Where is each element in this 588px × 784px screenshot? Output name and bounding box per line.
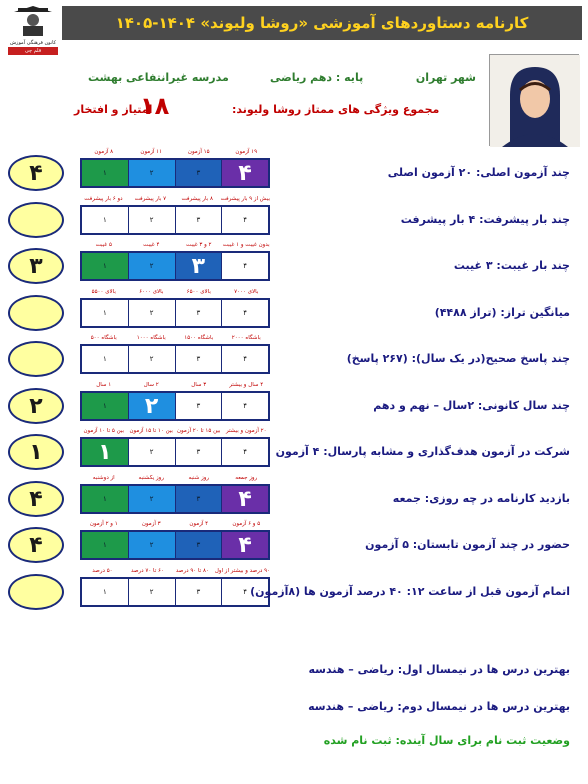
level-cell: ۱ — [82, 160, 128, 186]
level-cell: ۱ — [102, 355, 107, 363]
logo-text: کانون فرهنگی آموزش — [9, 40, 57, 46]
level-cell: ۱ — [82, 439, 128, 465]
level-cell: ۴ — [221, 579, 268, 605]
level-cell: ۴ — [221, 300, 268, 326]
row-score-circle — [8, 295, 64, 331]
row-question: اتمام آزمون قبل از ساعت ۱۲: ۴۰ درصد آزمون ها (۸آزمون) — [250, 585, 570, 598]
level-cell: ۲ — [128, 346, 175, 372]
level-label: ۸ آزمون — [94, 149, 114, 155]
row-labels — [80, 195, 270, 204]
city-label: شهر تهران — [415, 71, 476, 84]
level-label: ۴ غیبت — [143, 242, 160, 248]
level-label: ۷ بار پیشرفت — [134, 196, 167, 202]
level-cell: ۲ — [128, 160, 175, 186]
level-label: باشگاه ۱۰۰۰ — [136, 335, 166, 341]
level-label: ۸۰ تا ۹۰ درصد — [175, 568, 209, 574]
row-score-circle: ۳ — [8, 248, 64, 284]
level-cell: ۱ — [82, 486, 128, 512]
level-label: بین ۱۰ تا ۱۵ آزمون — [129, 428, 173, 434]
row-labels — [80, 567, 270, 576]
level-cell: ۳ — [175, 207, 222, 233]
level-label: ۴ سال و بیشتر — [229, 382, 264, 388]
level-cell: ۲ — [128, 579, 175, 605]
level-label: باشگاه ۱۵۰۰ — [184, 335, 214, 341]
level-boxes — [80, 158, 270, 188]
row-labels — [80, 334, 270, 343]
level-cell: ۴ — [221, 160, 268, 186]
level-boxes — [80, 251, 270, 281]
level-label: ۸ بار پیشرفت — [181, 196, 213, 202]
level-label: ۱ سال — [96, 382, 112, 388]
level-label: ۶۰ تا ۷۰ درصد — [130, 568, 164, 574]
level-cell: ۴ — [221, 486, 268, 512]
row-labels — [80, 381, 270, 390]
score-label: امتیاز و افتخار — [74, 103, 153, 116]
level-cell: ۱ — [102, 309, 107, 317]
level-cell: ۳ — [175, 579, 222, 605]
level-cell: ۲ — [128, 253, 175, 279]
level-boxes — [80, 205, 270, 235]
level-cell: ۳ — [175, 486, 222, 512]
level-cell: ۴ — [221, 532, 268, 558]
level-label: بالای ۷۰۰۰ — [234, 289, 259, 295]
level-boxes — [80, 484, 270, 514]
level-label: ۱۱ آزمون — [140, 149, 163, 155]
level-cell: ۴ — [221, 393, 268, 419]
level-cell: ۲ — [128, 207, 175, 233]
level-cell: ۱ — [102, 588, 107, 596]
level-cell: ۱ — [82, 393, 128, 419]
row-score-circle: ۴ — [8, 481, 64, 517]
registration-status: وضعیت ثبت نام برای سال آینده: ثبت نام شده — [323, 734, 570, 747]
level-label: بدون غیبت و ۱ غیبت — [222, 242, 270, 248]
best-lessons-first: بهترین درس ها در نیمسال اول: ریاضی – هندسه — [308, 663, 570, 676]
level-label: ۱۵ آزمون — [187, 149, 210, 155]
level-cell: ۴ — [221, 253, 268, 279]
level-cell: ۴ — [221, 207, 268, 233]
level-label: ۲ و ۳ غیبت — [186, 242, 212, 248]
level-label: روز شنبه — [188, 475, 210, 481]
level-label: بین ۵ تا ۱۰ آزمون — [83, 428, 124, 434]
row-score-circle — [8, 202, 64, 238]
level-label: دو ۶ بار پیشرفت — [84, 196, 123, 202]
graduate-icon — [8, 4, 58, 36]
best-lessons-second: بهترین درس ها در نیمسال دوم: ریاضی – هندسه — [308, 700, 570, 713]
row-question: چند پاسخ صحیح(در یک سال): (۲۶۷ پاسخ) — [346, 352, 570, 365]
level-cell: ۲ — [128, 393, 175, 419]
level-cell: ۴ — [221, 439, 268, 465]
level-boxes — [80, 391, 270, 421]
level-label: روز یکشنبه — [138, 475, 164, 481]
row-question: چند بار پیشرفت: ۴ بار پیشرفت — [400, 213, 570, 226]
level-cell: ۲ — [128, 439, 175, 465]
level-label: ۲ سال — [143, 382, 159, 388]
row-question: چند بار غیبت: ۳ غیبت — [453, 259, 570, 272]
row-labels — [80, 520, 270, 529]
row-question: چند سال کانونی: ۲سال – نهم و دهم — [373, 399, 570, 412]
level-label: ۲۰ آزمون و بیشتر — [225, 428, 267, 434]
row-labels — [80, 474, 270, 483]
level-label: ۴ آزمون — [189, 521, 209, 527]
level-boxes — [80, 344, 270, 374]
page-title: کارنامه دستاوردهای آموزشی «روشا ولیوند» ۱۴۰۴-۱۴۰۵ — [115, 14, 529, 32]
row-score-circle — [8, 574, 64, 610]
row-score-circle: ۴ — [8, 155, 64, 191]
level-cell: ۳ — [175, 439, 222, 465]
level-cell: ۱ — [82, 532, 128, 558]
row-score-circle: ۱ — [8, 434, 64, 470]
row-labels — [80, 288, 270, 297]
level-cell: ۳ — [175, 393, 222, 419]
row-question: چند آزمون اصلی: ۲۰ آزمون اصلی — [387, 166, 570, 179]
level-boxes — [80, 298, 270, 328]
grade-label: پایه : دهم ریاضی — [270, 71, 364, 84]
logo-badge: قلم چی — [8, 47, 58, 55]
level-cell: ۲ — [128, 532, 175, 558]
level-label: بین ۱۵ تا ۲۰ آزمون — [177, 428, 221, 434]
level-cell: ۳ — [175, 300, 222, 326]
level-label: ۵ غیبت — [95, 242, 112, 248]
level-label: باشگاه ۵۰۰ — [90, 335, 117, 341]
level-cell: ۲ — [128, 300, 175, 326]
level-boxes — [80, 530, 270, 560]
level-label: ۳ سال — [191, 382, 207, 388]
school-label: مدرسه غیرانتفاعی بهشت — [88, 71, 229, 84]
level-label: ۱۹ آزمون — [235, 149, 258, 155]
level-boxes — [80, 577, 270, 607]
row-question: میانگین تراز: (تراز ۴۴۸۸) — [434, 306, 570, 319]
level-cell: ۳ — [175, 253, 222, 279]
level-label: ۳ آزمون — [141, 521, 161, 527]
level-cell: ۱ — [82, 253, 128, 279]
level-label: بالای ۶۵۰۰ — [186, 289, 211, 295]
student-portrait-icon — [490, 55, 580, 147]
level-label: روز جمعه — [235, 475, 258, 481]
level-label: از دوشنبه — [92, 475, 115, 481]
row-score-circle: ۴ — [8, 527, 64, 563]
total-score: ۱۸ — [140, 92, 170, 120]
level-cell: ۱ — [102, 216, 107, 224]
level-label: ۱ و ۲ آزمون — [89, 521, 118, 527]
student-photo — [489, 54, 579, 146]
level-label: بالای ۵۵۰۰ — [91, 289, 116, 295]
row-score-circle: ۲ — [8, 388, 64, 424]
level-label: بیش از ۹ بار پیشرفت — [220, 196, 271, 202]
row-score-circle — [8, 341, 64, 377]
level-label: ۹۰ درصد و بیشتر از اول — [214, 568, 270, 574]
level-label: ۵ و ۶ آزمون — [232, 521, 261, 527]
row-labels — [80, 241, 270, 250]
level-cell: ۲ — [128, 486, 175, 512]
level-label: باشگاه ۲۰۰۰ — [231, 335, 261, 341]
row-question: بازدید کارنامه در چه روزی: جمعه — [392, 492, 570, 505]
row-labels — [80, 427, 270, 436]
level-cell: ۳ — [175, 346, 222, 372]
row-question: شرکت در آزمون هدف‌گذاری و مشابه پارسال: ۴ آزمون — [275, 445, 570, 458]
level-label: بالای ۶۰۰۰ — [139, 289, 164, 295]
level-boxes — [80, 437, 270, 467]
kanoon-logo — [8, 4, 58, 62]
level-cell: ۳ — [175, 532, 222, 558]
row-labels — [80, 148, 270, 157]
level-cell: ۳ — [175, 160, 222, 186]
level-cell: ۴ — [221, 346, 268, 372]
row-question: حضور در چند آزمون تابستان: ۵ آزمون — [365, 538, 570, 551]
level-label: ۵۰ درصد — [92, 568, 113, 574]
features-label: مجموع ویژگی های ممتاز روشا ولیوند: — [232, 103, 440, 116]
